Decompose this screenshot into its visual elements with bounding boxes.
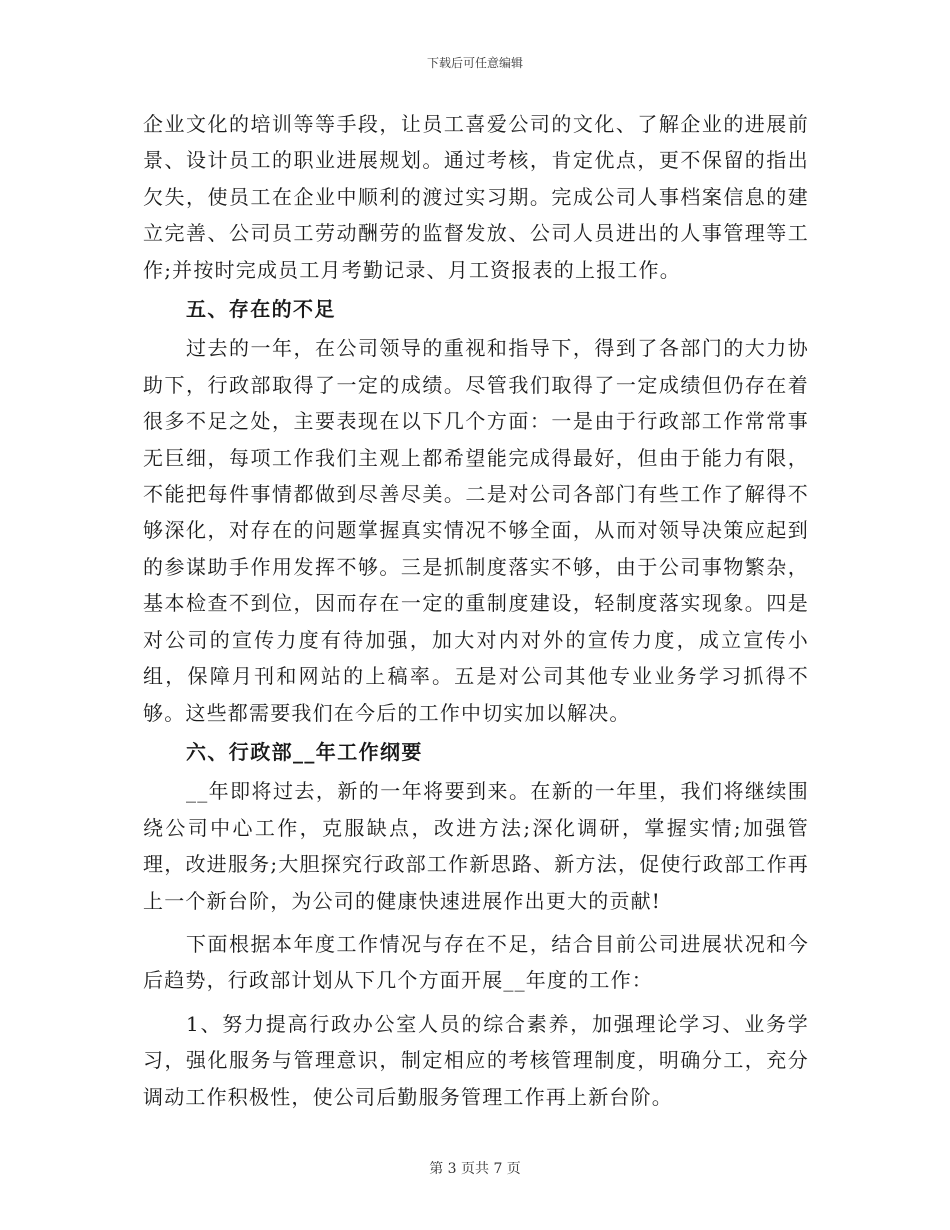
section-heading-work-outline: 六、行政部__年工作纲要 (186, 739, 423, 764)
section-heading-shortcomings: 五、存在的不足 (186, 297, 336, 322)
shortcomings-paragraph: 过去的一年，在公司领导的重视和指导下，得到了各部门的大力协助下，行政部取得了一定的成绩。尽管我们取得了一定成绩但仍存在着很多不足之处，主要表现在以下几个方面：一是由于行政部工作常常事无巨细，每项工作我们主观上都希望能完成得最好，但由于能力有限，不能把每件事情都做到尽善尽美。二是对公司各部门有些工作了解得不够深化，对存在的问题掌握真实情况不够全面，从而对领导决策应起到的参谋助手作用发挥不够。三是抓制度落实不够，由于公司事物繁杂，基本检查不到位，因而存在一定的重制度建设，轻制度落实现象。四是对公司的宣传力度有待加强，加大对内对外的宣传力度，成立宣传小组，保障月刊和网站的上稿率。五是对公司其他专业业务学习抓得不够。这些都需要我们在今后的工作中切实加以解决。 (143, 336, 809, 725)
continued-paragraph: 企业文化的培训等等手段，让员工喜爱公司的文化、了解企业的进展前景、设计员工的职业进展规划。通过考核，肯定优点，更不保留的指出欠失，使员工在企业中顺利的渡过实习期。完成公司人事档案信息的建立完善、公司员工劳动酬劳的监督发放、公司人员进出的人事管理等工作;并按时完成员工月考勤记录、月工资报表的上报工作。 (143, 112, 809, 282)
work-plan-intro-paragraph: 下面根据本年度工作情况与存在不足，结合目前公司进展状况和今后趋势，行政部计划从下几个方面开展__年度的工作： (143, 931, 809, 993)
work-outline-paragraph: __年即将过去，新的一年将要到来。在新的一年里，我们将继续围绕公司中心工作，克服缺点，改进方法;深化调研，掌握实情;加强管理，改进服务;大胆探究行政部工作新思路、新方法，促使行政部工作再上一个新台阶，为公司的健康快速进展作出更大的贡献! (143, 779, 809, 913)
document-body (143, 106, 809, 1115)
page-footer: 第 3 页共 7 页 (429, 1161, 521, 1177)
plan-item-1: 1、努力提高行政办公室人员的综合素养，加强理论学习、业务学习，强化服务与管理意识，制定相应的考核管理制度，明确分工，充分调动工作积极性，使公司后勤服务管理工作再上新台阶。 (143, 1011, 809, 1109)
page-header: 下载后可任意编辑 (426, 56, 523, 70)
